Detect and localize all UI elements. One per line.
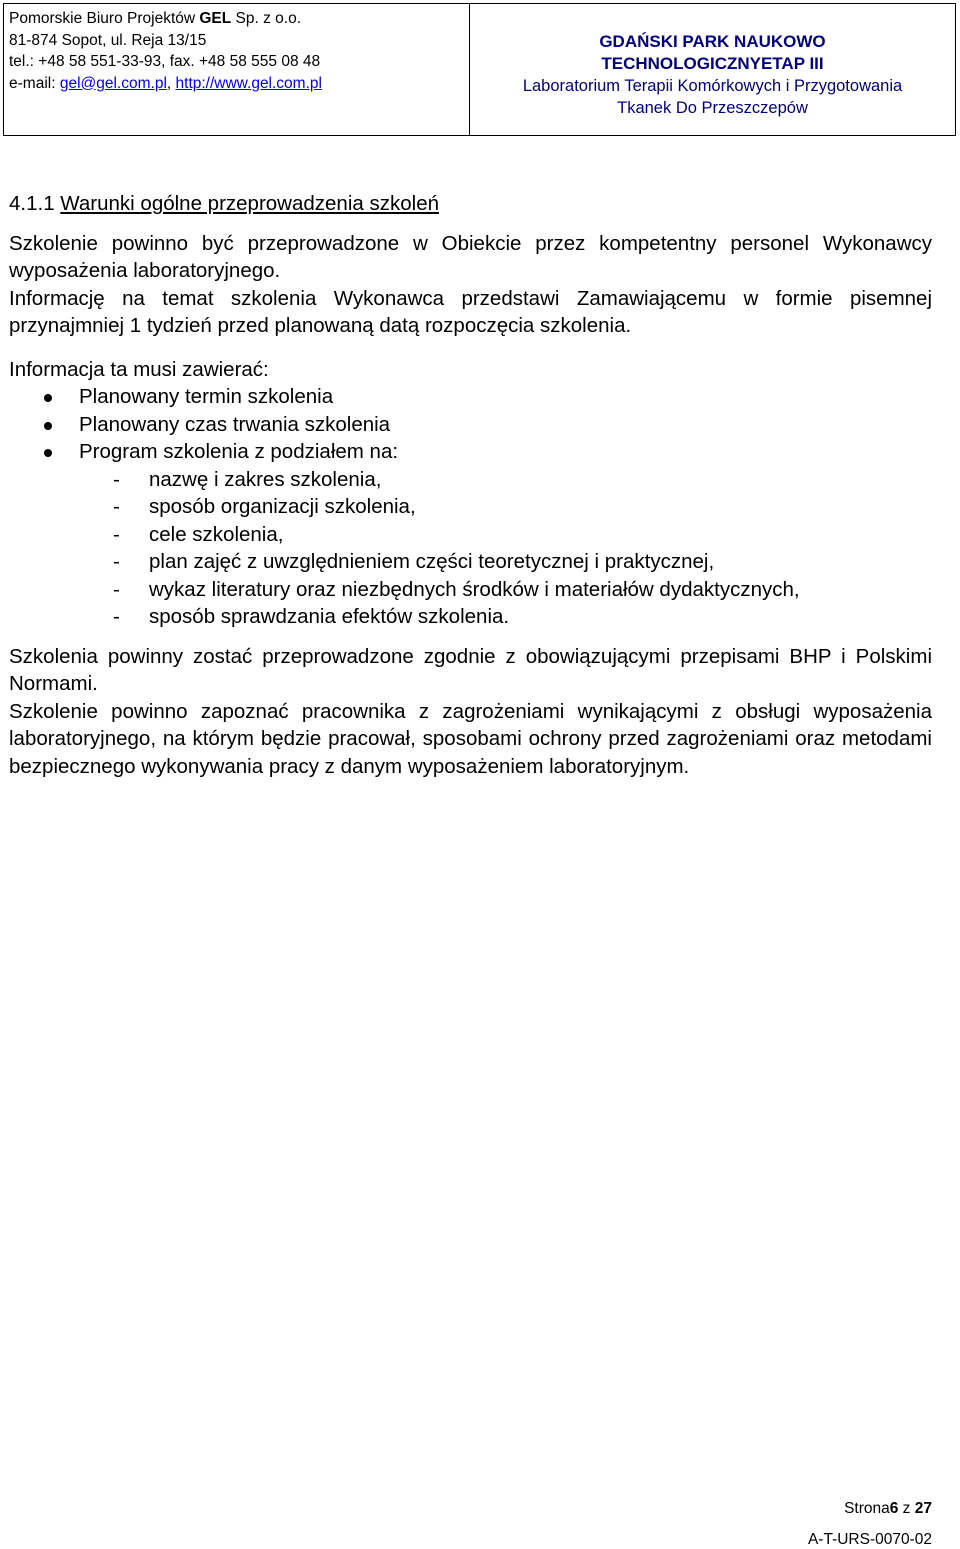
section-title: Warunki ogólne przeprowadzenia szkoleń bbox=[60, 192, 439, 215]
bullet-item bbox=[9, 438, 932, 466]
sub-item-text: cele szkolenia, bbox=[149, 522, 284, 546]
page-current: 6 bbox=[889, 1500, 899, 1517]
dash-marker: - bbox=[113, 550, 120, 573]
website-link[interactable]: http://www.gel.com.pl bbox=[175, 74, 322, 92]
sub-item bbox=[9, 576, 932, 604]
page-label: Strona bbox=[844, 1500, 890, 1517]
company-name bbox=[9, 8, 469, 30]
sub-item bbox=[9, 493, 932, 521]
sub-item-text: sposób sprawdzania efektów szkolenia. bbox=[149, 605, 510, 628]
paragraph-5: Szkolenie powinno zapoznać pracownika z zagrożeniami wynikającymi z obsługi wyposażenia laboratoryjnego, na którym będzie pracował, sposobami ochrony przed zagrożeniami oraz metodami bezpiecznego wykonywania pracy z danym wyposażeniem laboratoryjnym. bbox=[9, 699, 932, 778]
paragraph-4: Szkolenia powinny zostać przeprowadzone zgodnie z obowiązującymi przepisami BHP i Polskimi Normami. bbox=[9, 644, 932, 695]
sub-item-text: wykaz literatury oraz niezbędnych środków i materiałów dydaktycznych, bbox=[149, 577, 800, 601]
sub-item bbox=[9, 466, 932, 494]
page-separator: z bbox=[898, 1500, 915, 1517]
page-number bbox=[844, 1500, 932, 1518]
bullet-text: Planowany czas trwania szkolenia bbox=[79, 412, 391, 436]
company-contact bbox=[9, 73, 469, 95]
project-subtitle-line2: Tkanek Do Przeszczepów bbox=[617, 99, 808, 117]
dash-marker: - bbox=[113, 522, 120, 546]
company-name-suffix: Sp. z o.o. bbox=[231, 10, 302, 27]
dash-marker: - bbox=[113, 467, 120, 491]
bullet-text: Program szkolenia z podziałem na: bbox=[79, 440, 399, 463]
bullet-dot bbox=[44, 422, 52, 430]
section-heading bbox=[9, 190, 932, 218]
dash-marker: - bbox=[113, 495, 120, 518]
dash-marker: - bbox=[113, 605, 120, 628]
page-header bbox=[3, 3, 956, 136]
email-label: e-mail: bbox=[9, 74, 60, 92]
project-info bbox=[470, 4, 955, 135]
section-number: 4.1.1 bbox=[9, 192, 61, 215]
sub-item bbox=[9, 603, 932, 631]
project-subtitle-line1: Laboratorium Terapii Komórkowych i Przygotowania bbox=[522, 77, 903, 95]
bullet-text: Planowany termin szkolenia bbox=[79, 385, 334, 408]
document-body bbox=[9, 190, 932, 780]
dash-marker: - bbox=[113, 577, 120, 601]
company-name-bold: GEL bbox=[199, 10, 232, 27]
bullet-dot bbox=[44, 394, 52, 402]
bullet-list bbox=[9, 383, 932, 466]
contact-separator: , bbox=[166, 74, 176, 92]
bullet-item bbox=[9, 411, 932, 439]
bullet-dot bbox=[44, 449, 52, 457]
bullet-item bbox=[9, 383, 932, 411]
sub-item bbox=[9, 521, 932, 549]
company-address: 81-874 Sopot, ul. Reja 13/15 bbox=[9, 31, 207, 49]
sub-item-text: sposób organizacji szkolenia, bbox=[149, 495, 416, 518]
paragraph-1: Szkolenie powinno być przeprowadzone w Obiekcie przez kompetentny personel Wykonawcy wyposażenia laboratoryjnego. bbox=[9, 231, 932, 282]
email-link[interactable]: gel@gel.com.pl bbox=[59, 74, 167, 92]
project-title-line2: TECHNOLOGICZNYETAP III bbox=[601, 54, 824, 73]
company-info bbox=[4, 4, 470, 135]
paragraph-3: Informacja ta musi zawierać: bbox=[9, 357, 269, 381]
page-total: 27 bbox=[914, 1500, 932, 1517]
sub-item-text: nazwę i zakres szkolenia, bbox=[149, 467, 382, 491]
paragraph-2: Informację na temat szkolenia Wykonawca przedstawi Zamawiającemu w formie pisemnej przynajmniej 1 tydzień przed planowaną datą rozpoczęcia szkolenia. bbox=[9, 286, 932, 337]
document-code: A-T-URS-0070-02 bbox=[807, 1531, 932, 1548]
sub-item bbox=[9, 548, 932, 576]
project-title-line1: GDAŃSKI PARK NAUKOWO bbox=[599, 32, 826, 51]
sub-item-list bbox=[9, 466, 932, 631]
sub-item-text: plan zajęć z uwzględnieniem części teoretycznej i praktycznej, bbox=[149, 550, 715, 573]
company-phone: tel.: +48 58 551-33-93, fax. +48 58 555 08 48 bbox=[9, 53, 321, 70]
company-name-prefix: Pomorskie Biuro Projektów bbox=[9, 10, 200, 27]
